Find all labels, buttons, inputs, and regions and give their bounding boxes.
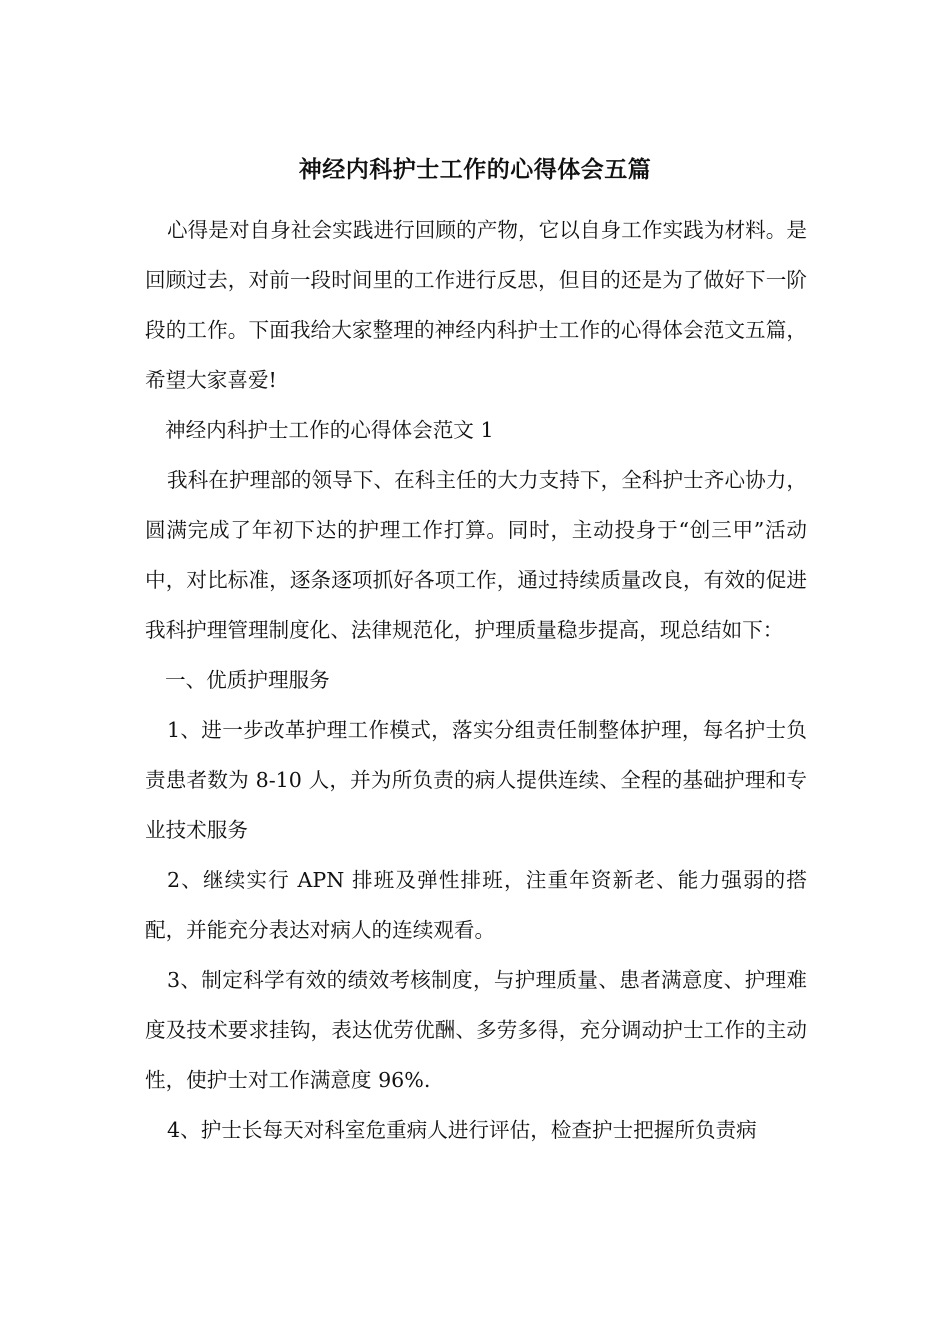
list-item-3: 3、制定科学有效的绩效考核制度，与护理质量、患者满意度、护理难度及技术要求挂钩，表达优劳优酬、多劳多得，充分调动护士工作的主动性，使护士对工作满意度 96%. [145, 968, 807, 1092]
document-title: 神经内科护士工作的心得体会五篇 [298, 157, 652, 183]
document-body [145, 205, 807, 1155]
section-heading-sample-1: 神经内科护士工作的心得体会范文 1 [165, 418, 494, 442]
section-heading-quality-service: 一、优质护理服务 [165, 668, 330, 692]
intro-paragraph: 心得是对自身社会实践进行回顾的产物，它以自身工作实践为材料。是回顾过去，对前一段时间里的工作进行反思，但目的还是为了做好下一阶段的工作。下面我给大家整理的神经内科护士工作的心得体会范文五篇，希望大家喜爱! [145, 218, 807, 392]
list-item-4: 4、护士长每天对科室危重病人进行评估，检查护士把握所负责病 [167, 1118, 757, 1142]
summary-paragraph: 我科在护理部的领导下、在科主任的大力支持下，全科护士齐心协力，圆满完成了年初下达的护理工作打算。同时，主动投身于“创三甲”活动中，对比标准，逐条逐项抓好各项工作，通过持续质量改良，有效的促进我科护理管理制度化、法律规范化，护理质量稳步提高，现总结如下： [145, 468, 807, 642]
list-item-1: 1、进一步改革护理工作模式，落实分组责任制整体护理，每名护士负责患者数为 8-10 人，并为所负责的病人提供连续、全程的基础护理和专业技术服务 [145, 718, 807, 842]
list-item-2: 2、继续实行 APN 排班及弹性排班，注重年资新老、能力强弱的搭配，并能充分表达对病人的连续观看。 [145, 868, 807, 942]
